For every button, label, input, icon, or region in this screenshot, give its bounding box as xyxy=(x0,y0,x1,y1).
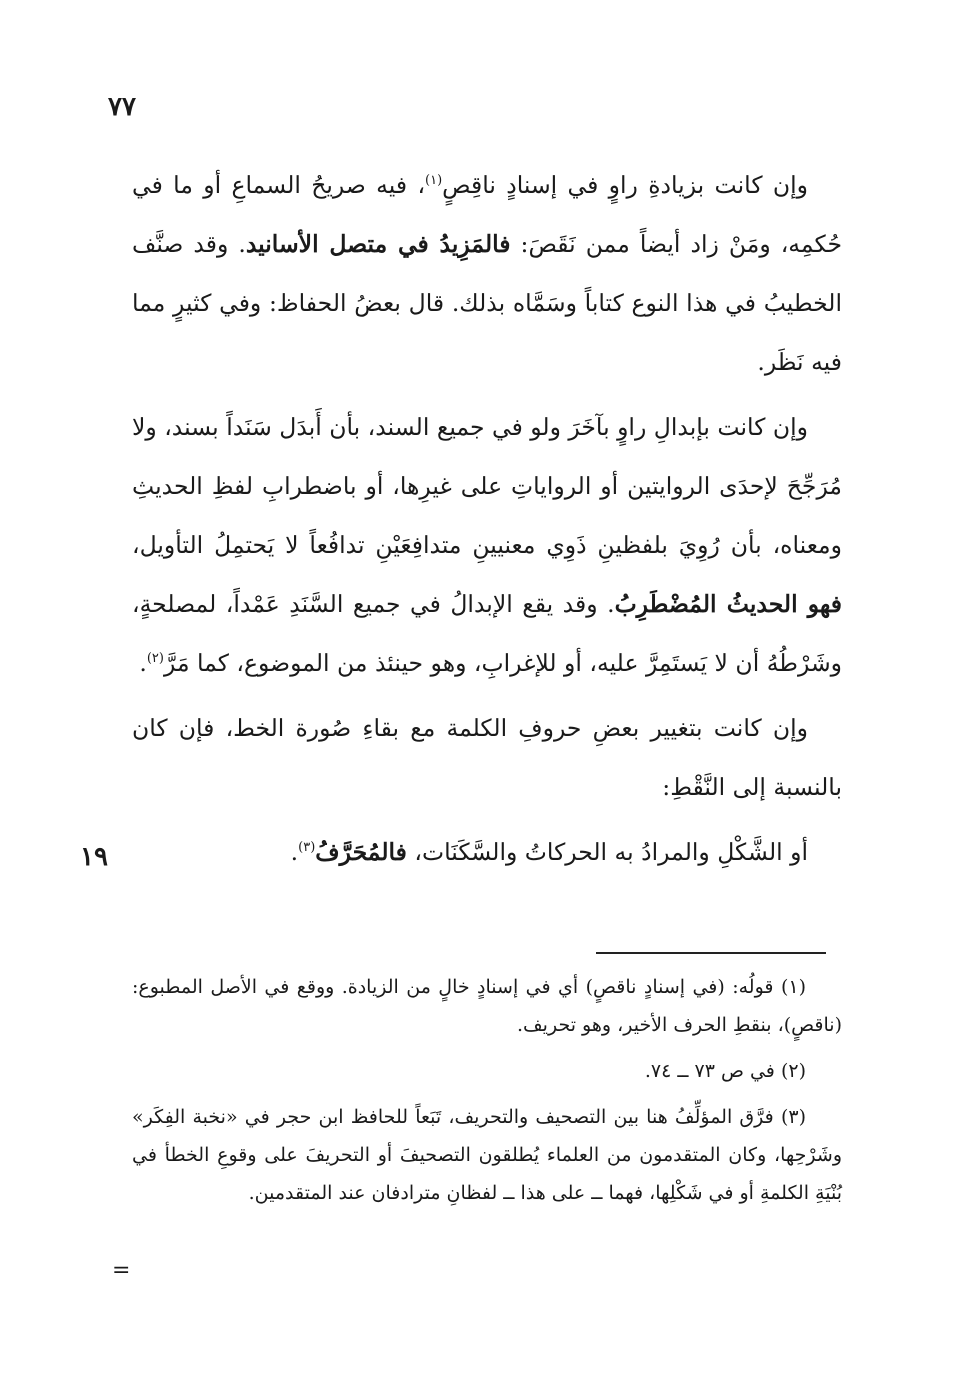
text-segment: . xyxy=(139,649,147,677)
text-segment: وإن كانت بإبدالِ راوٍ بآخَرَ ولو في جميع السند، بأن أَبدَل سَنَداً بسند، ولا مُرَجِّحَ لإحدَى الروايتين أو الرواياتِ على غيرِها، أو باضطرابِ لفظِ الحديثِ ومعناه، بأن رُوِيَ بلفظينِ ذَوِي معنيينِ متدافِعَيْنِ تدافُعاً لا يَحتمِلُ التأويل، xyxy=(131,413,842,559)
paragraph-muharraf xyxy=(132,823,842,882)
text-segment: . وقد صنَّف الخطيبُ في هذا النوع كتاباً وسَمَّاه بذلك. قال بعضُ الحفاظ: وفي كثيرٍ مما فيه نَظَر. xyxy=(132,230,842,376)
footnote-label: (١) xyxy=(780,976,806,998)
footnote-label: (٣) xyxy=(780,1106,807,1128)
text-segment: أو الشَّكْلِ والمرادُ به الحركاتُ والسَّكَنَات، xyxy=(406,838,808,866)
footnote-text: قولُه: (في إسنادٍ ناقصٍ) أي في إسنادٍ خالٍ من الزيادة. ووقع في الأصل المطبوع: (ناقصٍ)، بنقطِ الحرف الأخير، وهو تحريف. xyxy=(132,976,842,1036)
text-segment: ، فيه صريحُ السماعِ أو ما في حُكمِه، ومَنْ زاد أيضاً ممن نَقَصَ: xyxy=(132,171,843,258)
main-text xyxy=(132,156,842,882)
footnote-text: فرَّق المؤلِّفُ هنا بين التصحيف والتحريف، تَبَعاً للحافظ ابن حجر في «نخبة الفِكَر» وشَرْحِها، وكان المتقدمون من العلماء يُطلقون التصحيفَ أو التحريفَ على وقوعِ الخطأ في بُنْيَةِ الكلمةِ أو في شَكْلِها، فهما ــ على هذا ــ لفظانِ مترادفان عند المتقدمين. xyxy=(132,1106,842,1204)
term-mazid: فالمَزِيدُ في متصل الأسانيد xyxy=(245,230,511,258)
text-segment: وإن كانت بتغيير بعضِ حروفِ الكلمة مع بقاءِ صُورة الخط، فإن كان بالنسبة إلى النَّقْطِ: xyxy=(132,714,842,801)
footnote-3 xyxy=(132,1098,842,1212)
text-segment: . وقد يقع الإبدالُ في جميع السَّنَدِ عَمْداً، لمصلحةٍ، وشَرْطُهُ أن لا يَستَمِرَّ عليه، أو للإغرابِ، وهو حينئذ من الموضوع، كما مَرَّ xyxy=(132,590,842,677)
text-segment: وإن كانت بزيادةِ راوٍ في إسنادٍ ناقِصٍ xyxy=(442,171,808,199)
footnote-text: في ص ٧٣ ــ ٧٤. xyxy=(644,1060,775,1082)
footnote-1 xyxy=(132,968,842,1044)
paragraph-mudtarib xyxy=(132,398,842,693)
term-mudtarib: فهو الحديثُ المُضْطَرِبُ xyxy=(614,590,842,618)
footnotes xyxy=(132,968,842,1220)
paragraph-tashif-intro xyxy=(132,699,842,817)
footnote-2 xyxy=(132,1052,842,1090)
page-number: ٧٧ xyxy=(108,92,136,122)
term-muharraf: فالمُحَرَّفُ xyxy=(315,838,407,866)
margin-page-reference: ١٩ xyxy=(80,842,108,872)
footnote-ref-2: (٢) xyxy=(146,651,164,667)
text-segment: . xyxy=(290,838,299,866)
footnote-label: (٢) xyxy=(780,1060,806,1082)
footnote-divider xyxy=(596,952,826,954)
margin-continuation-mark: = xyxy=(112,1258,131,1283)
paragraph-mazid xyxy=(132,156,842,392)
footnote-ref-3: (٣) xyxy=(298,840,316,856)
footnote-ref-1: (١) xyxy=(425,173,443,189)
